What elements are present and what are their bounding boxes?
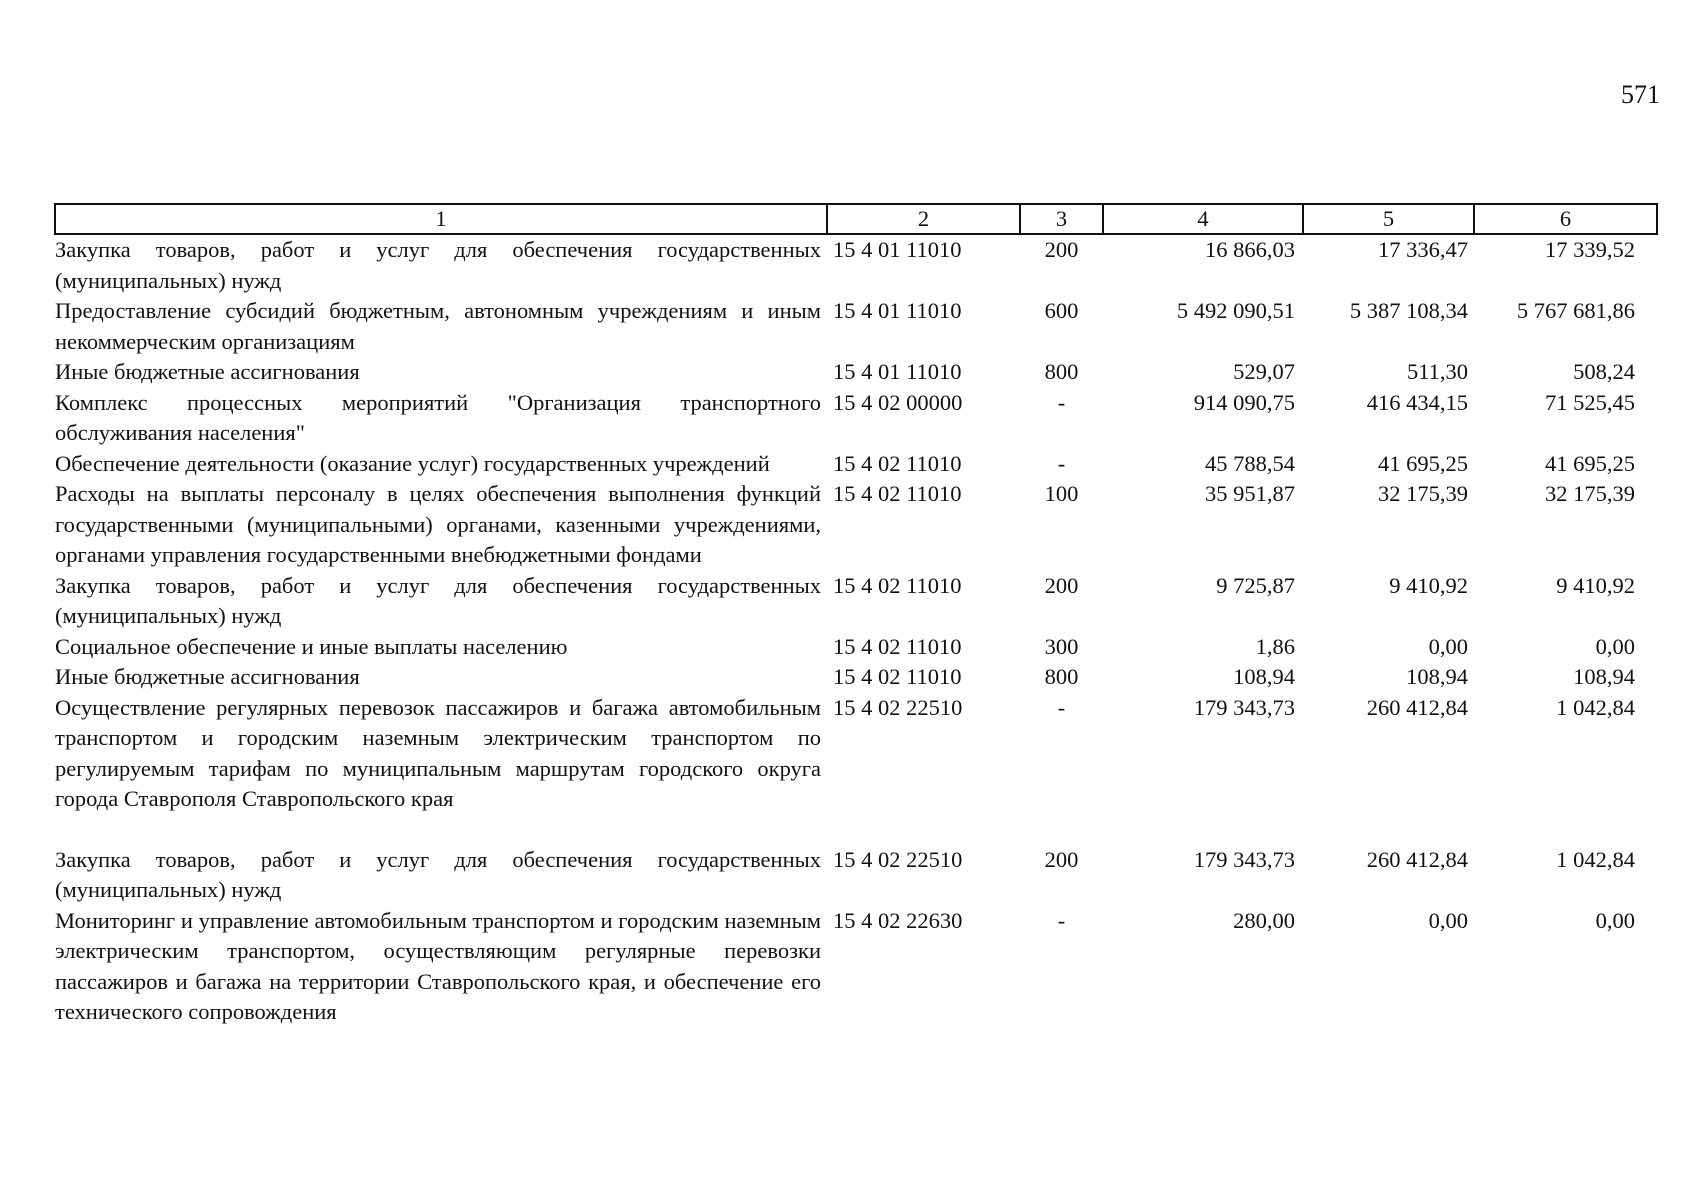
row-description: Социальное обеспечение и иные выплаты населению <box>55 633 568 659</box>
row-target-code: 15 4 02 11010 <box>833 572 962 598</box>
row-description: Иные бюджетные ассигнования <box>55 664 360 689</box>
row-value-5: 5 387 108,34 <box>1349 298 1468 323</box>
row-target-code: 15 4 02 00000 <box>833 389 963 415</box>
row-value-4: 179 343,73 <box>1193 846 1295 872</box>
header-col-5: 5 <box>1303 204 1474 234</box>
row-description: Закупка товаров, работ и услуг для обеспечения государственных (муниципальных) нужд <box>55 846 821 902</box>
row-value-6: 0,00 <box>1595 633 1635 659</box>
row-expense-type: 600 <box>1044 298 1079 323</box>
row-target-code: 15 4 02 22510 <box>833 846 963 872</box>
row-description: Комплекс процессных мероприятий "Организация транспортного обслуживания населения" <box>55 389 821 445</box>
table-row <box>55 845 1657 906</box>
row-value-4: 9 725,87 <box>1216 572 1295 598</box>
header-col-2: 2 <box>827 204 1020 234</box>
table-row <box>55 449 1657 480</box>
table-row <box>55 571 1657 632</box>
header-col-4: 4 <box>1103 204 1303 234</box>
budget-table <box>54 203 1658 1028</box>
row-value-5: 511,30 <box>1406 359 1468 384</box>
table-row <box>55 234 1657 296</box>
header-row <box>55 204 1657 234</box>
row-value-5: 17 336,47 <box>1378 237 1468 262</box>
row-value-5: 41 695,25 <box>1378 450 1468 476</box>
header-col-1: 1 <box>55 204 827 234</box>
row-value-4: 16 866,03 <box>1205 237 1295 262</box>
row-value-6: 17 339,52 <box>1545 237 1635 262</box>
row-expense-type: - <box>1057 450 1066 476</box>
table-row <box>55 632 1657 663</box>
row-value-6: 71 525,45 <box>1545 389 1635 415</box>
row-expense-type: 800 <box>1044 359 1079 384</box>
row-description: Закупка товаров, работ и услуг для обеспечения государственных (муниципальных) нужд <box>55 572 821 628</box>
row-description: Закупка товаров, работ и услуг для обеспечения государственных (муниципальных) нужд <box>55 237 821 293</box>
row-target-code: 15 4 02 11010 <box>833 633 962 659</box>
row-expense-type: - <box>1057 389 1066 415</box>
row-target-code: 15 4 01 11010 <box>833 298 962 323</box>
row-value-4: 914 090,75 <box>1193 389 1295 415</box>
row-value-4: 45 788,54 <box>1205 450 1295 476</box>
row-value-5: 9 410,92 <box>1389 572 1468 598</box>
row-expense-type: - <box>1057 907 1066 933</box>
row-target-code: 15 4 02 22510 <box>833 694 963 720</box>
row-value-6: 5 767 681,86 <box>1516 298 1635 323</box>
row-expense-type: 200 <box>1044 237 1079 262</box>
row-expense-type: 200 <box>1044 572 1079 598</box>
row-description: Осуществление регулярных перевозок пассажиров и багажа автомобильным транспортом и городским наземным электрическим транспортом по регулируемым тарифам по муниципальным маршрутам городского округа города Ставрополя Ставропольского края <box>55 694 821 811</box>
table-row <box>55 662 1657 693</box>
row-value-5: 260 412,84 <box>1366 694 1468 720</box>
row-value-5: 32 175,39 <box>1378 481 1468 506</box>
row-expense-type: - <box>1057 694 1066 720</box>
row-target-code: 15 4 01 11010 <box>833 359 962 384</box>
row-description: Расходы на выплаты персоналу в целях обеспечения выполнения функций государственными (муниципальными) органами, казенными учреждениями, органами управления государственными внебюджетными фондами <box>55 481 821 567</box>
header-col-3: 3 <box>1020 204 1103 234</box>
row-target-code: 15 4 02 11010 <box>833 481 962 506</box>
table-body <box>55 234 1657 1028</box>
header-col-6: 6 <box>1474 204 1657 234</box>
row-target-code: 15 4 02 11010 <box>833 664 962 689</box>
row-expense-type: 100 <box>1044 481 1079 506</box>
row-expense-type: 200 <box>1044 846 1079 872</box>
row-target-code: 15 4 02 11010 <box>833 450 962 476</box>
row-value-4: 280,00 <box>1233 907 1295 933</box>
row-value-6: 1 042,84 <box>1556 694 1635 720</box>
row-value-5: 260 412,84 <box>1366 846 1468 872</box>
row-description: Иные бюджетные ассигнования <box>55 359 360 384</box>
table-header <box>55 204 1657 234</box>
row-value-5: 108,94 <box>1406 664 1468 689</box>
row-value-6: 41 695,25 <box>1545 450 1635 476</box>
row-value-4: 1,86 <box>1255 633 1295 659</box>
row-description: Предоставление субсидий бюджетным, автономным учреждениям и иным некоммерческим организациям <box>55 298 821 354</box>
row-expense-type: 800 <box>1044 664 1079 689</box>
table-row <box>55 479 1657 571</box>
row-description: Обеспечение деятельности (оказание услуг) государственных учреждений <box>55 450 770 476</box>
page-number: 571 <box>1621 80 1660 109</box>
row-value-4: 35 951,87 <box>1205 481 1295 506</box>
row-value-4: 179 343,73 <box>1193 694 1295 720</box>
table-row <box>55 906 1657 1028</box>
row-value-4: 529,07 <box>1233 359 1295 384</box>
row-value-6: 9 410,92 <box>1556 572 1635 598</box>
table-row <box>55 296 1657 357</box>
row-value-4: 108,94 <box>1233 664 1295 689</box>
row-description: Мониторинг и управление автомобильным транспортом и городским наземным электрическим транспортом, осуществляющим регулярные перевозки пассажиров и багажа на территории Ставропольского края, и обеспечение его технического сопровождения <box>55 907 821 1024</box>
row-value-6: 108,94 <box>1573 664 1635 689</box>
table-row <box>55 357 1657 388</box>
row-value-5: 0,00 <box>1428 907 1468 933</box>
table-row <box>55 693 1657 845</box>
row-value-4: 5 492 090,51 <box>1176 298 1295 323</box>
row-value-5: 0,00 <box>1428 633 1468 659</box>
row-value-6: 1 042,84 <box>1556 846 1635 872</box>
row-value-6: 508,24 <box>1573 359 1635 384</box>
row-value-5: 416 434,15 <box>1366 389 1468 415</box>
row-target-code: 15 4 02 22630 <box>833 907 963 933</box>
row-value-6: 0,00 <box>1595 907 1635 933</box>
row-expense-type: 300 <box>1044 633 1079 659</box>
row-target-code: 15 4 01 11010 <box>833 237 962 262</box>
table-row <box>55 388 1657 449</box>
row-value-6: 32 175,39 <box>1545 481 1635 506</box>
